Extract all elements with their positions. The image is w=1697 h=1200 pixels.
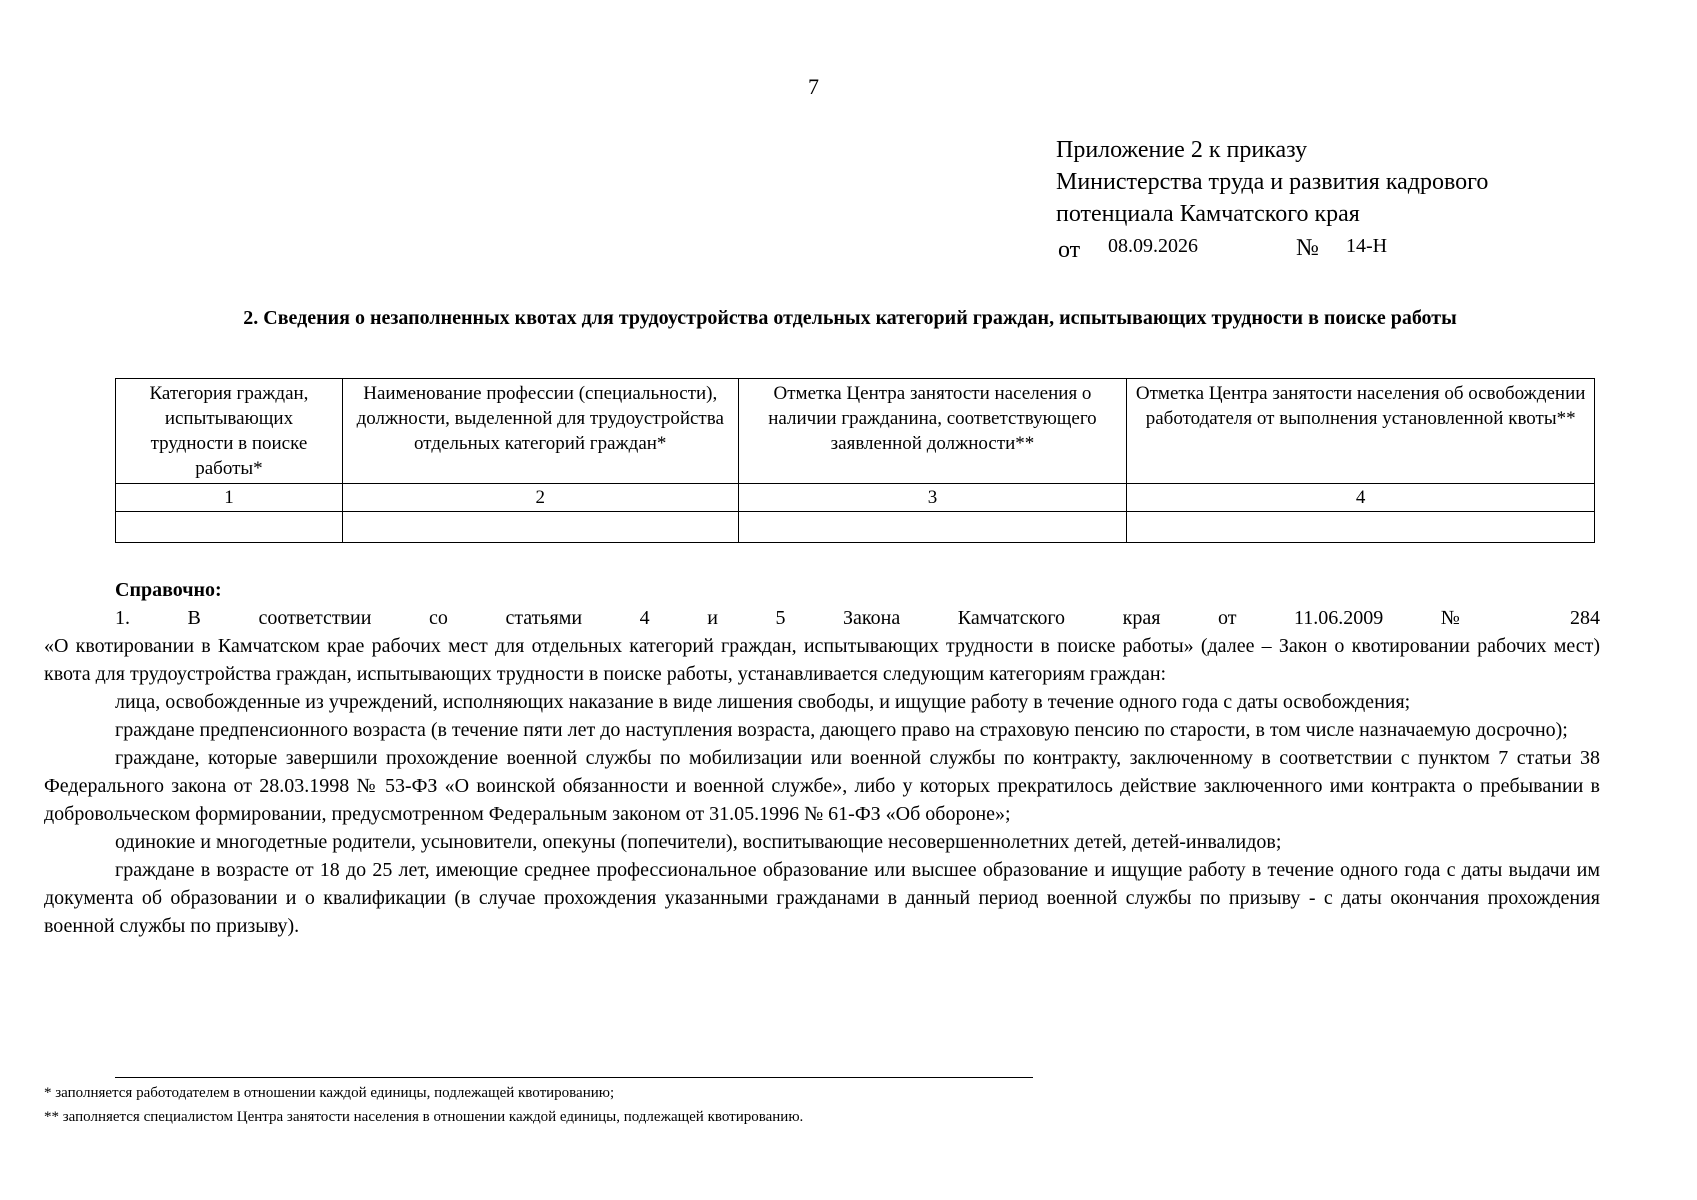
footnotes (44, 1081, 803, 1129)
table-row (116, 512, 1595, 543)
reference-paragraph: 1. В соответствии со статьями 4 и 5 Закона Камчатского края от 11.06.2009 № 284 (115, 607, 1600, 629)
reference-paragraph: граждане в возрасте от 18 до 25 лет, имеющие среднее профессиональное образование или высшее образование и ищущие работу в течение одного года с даты выдачи им документа об образовании и о квалификации (в случае прохождения указанными гражданами в данный период военной службы по призыву - с даты окончания прохождения военной службы по призыву). (44, 859, 1600, 937)
reference-paragraph: лица, освобожденные из учреждений, исполняющих наказание в виде лишения свободы, и ищущие работу в течение одного года с даты освобождения; (115, 691, 1411, 713)
appendix-line-3: потенциала Камчатского края (1056, 201, 1360, 227)
reference-paragraph: граждане, которые завершили прохождение военной службы по мобилизации или военной службы по контракту, заключенному в соответствии с пунктом 7 статьи 38 Федерального закона от 28.03.1998 № 53-ФЗ «О воинской обязанности и военной службе», либо у которых прекратилось действие заключенного ими контракта о пребывании в добровольческом формировании, предусмотренном Федеральным законом от 31.05.1996 № 61-ФЗ «Об обороне»; (44, 747, 1600, 825)
header-profession: Наименование профессии (специальности), должности, выделенной для трудоустройства отдельных категорий граждан* (342, 379, 738, 484)
column-number: 2 (342, 484, 738, 512)
empty-cell[interactable] (342, 512, 738, 543)
header-center-mark-candidate: Отметка Центра занятости населения о наличии гражданина, соответствующего заявленной должности** (738, 379, 1127, 484)
appendix-line-2: Министерства труда и развития кадрового (1056, 169, 1489, 195)
table-number-row (116, 484, 1595, 512)
header-category: Категория граждан, испытывающих трудности в поиске работы* (116, 379, 343, 484)
reference-paragraph: одинокие и многодетные родители, усыновители, опекуны (попечители), воспитывающие несовершеннолетних детей, детей-инвалидов; (115, 831, 1282, 853)
quota-table (115, 378, 1595, 543)
reference-paragraph: «О квотировании в Камчатском крае рабочих мест для отдельных категорий граждан, испытывающих трудности в поиске работы» (далее – Закон о квотировании рабочих мест) квота для трудоустройства граждан, испытывающих трудности в поиске работы, устанавливается следующим категориям граждан: (44, 635, 1600, 685)
appendix-date-row (1056, 230, 1488, 262)
page-number: 7 (808, 74, 819, 99)
section-title: 2. Сведения о незаполненных квотах для трудоустройства отдельных категорий граждан, испытывающих трудности в поиске работы (243, 307, 1457, 329)
footnote-employer: * заполняется работодателем в отношении каждой единицы, подлежащей квотированию; (44, 1085, 615, 1101)
empty-cell[interactable] (116, 512, 343, 543)
reference-paragraph: граждане предпенсионного возраста (в течение пяти лет до наступления возраста, дающего право на страховую пенсию по старости, в том числе назначаемую досрочно); (115, 719, 1568, 741)
column-number: 3 (738, 484, 1127, 512)
column-number: 1 (116, 484, 343, 512)
date-label: от (1058, 237, 1081, 263)
reference-section (44, 576, 1600, 940)
table-header-row (116, 379, 1595, 484)
footnote-specialist: ** заполняется специалистом Центра занятости населения в отношении каждой единицы, подлежащей квотированию. (44, 1109, 804, 1125)
column-number: 4 (1127, 484, 1595, 512)
empty-cell[interactable] (738, 512, 1127, 543)
header-center-mark-exemption: Отметка Центра занятости населения об освобождении работодателя от выполнения установленной квоты** (1127, 379, 1595, 484)
reference-heading: Справочно: (115, 579, 222, 601)
date-value: 08.09.2026 (1108, 235, 1198, 257)
number-value: 14-Н (1346, 235, 1388, 257)
number-label: № (1296, 235, 1319, 261)
footnote-divider (115, 1077, 1033, 1078)
appendix-line-1: Приложение 2 к приказу (1056, 137, 1308, 163)
empty-cell[interactable] (1127, 512, 1595, 543)
appendix-block (1056, 134, 1488, 262)
